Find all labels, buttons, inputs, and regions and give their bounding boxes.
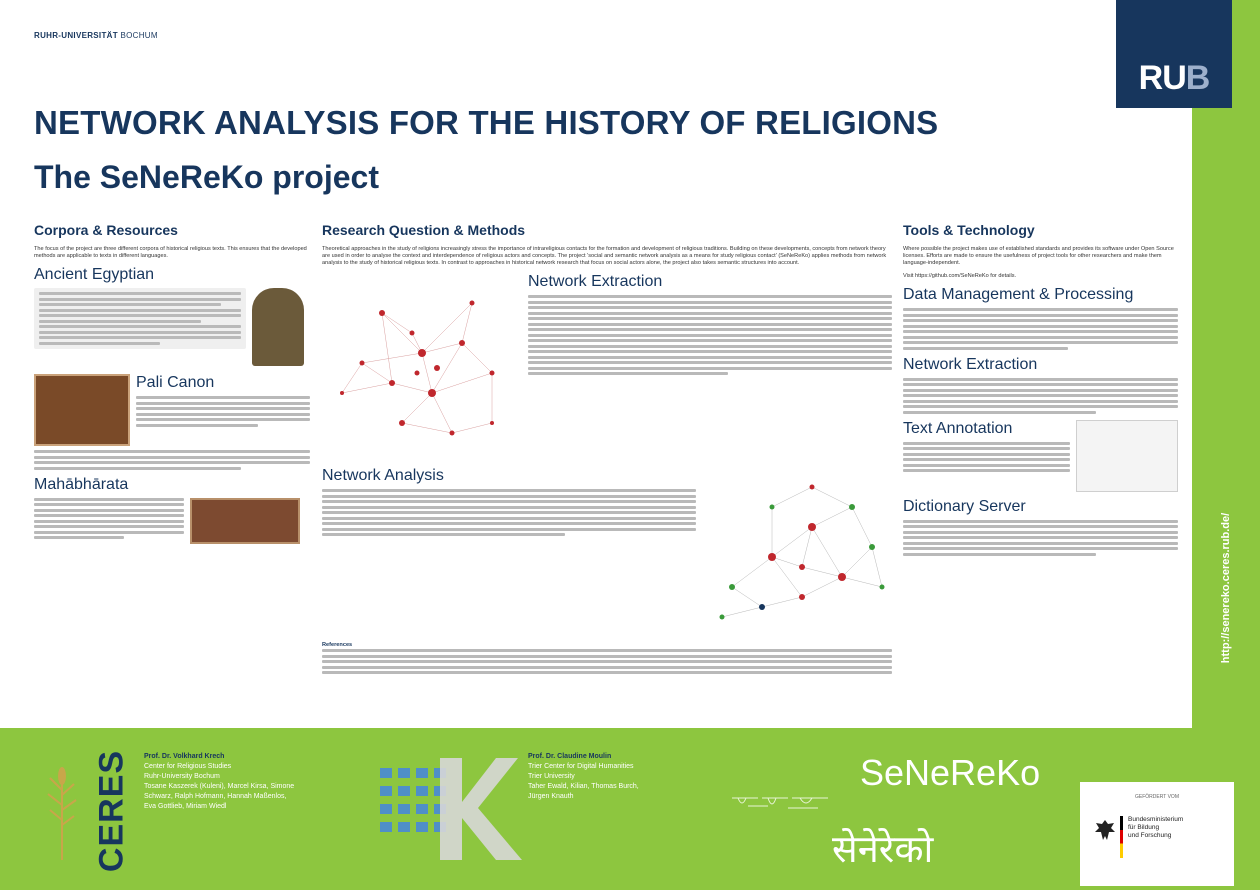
rub-logo-text: RU <box>1138 59 1186 97</box>
rub-logo-text-b: B <box>1185 59 1210 97</box>
dictionary-text <box>903 520 1178 556</box>
subsection-heading-egyptian: Ancient Egyptian <box>34 266 155 283</box>
sponsor-label: GEFÖRDERT VOM <box>1135 794 1179 800</box>
side-url-text[interactable]: http://senereko.ceres.rub.de/ <box>1220 512 1232 664</box>
tools-extraction-text <box>903 378 1178 414</box>
university-city: BOCHUM <box>120 31 158 40</box>
ministry-name: Bundesministerium für Bildung und Forschung <box>1128 816 1184 839</box>
flag-bar <box>1120 816 1123 858</box>
eagle-icon <box>1094 818 1116 842</box>
contact2-line: Trier University <box>528 773 575 780</box>
contact1-line: Center for Religious Studies <box>144 763 232 770</box>
contact2-line: Jürgen Knauth <box>528 793 574 800</box>
senereko-logo: SeNeReKo <box>860 752 1041 793</box>
wheat-icon <box>40 760 84 864</box>
contact-trier <box>528 752 639 802</box>
subsection-heading-mahabharata: Mahābhārata <box>34 475 129 493</box>
mahabharata-text <box>34 498 184 540</box>
contact1-line: Ruhr-University Bochum <box>144 773 220 780</box>
tools-visit: Visit https://github.com/SeNeReKo for details. <box>903 273 1017 279</box>
rub-logo <box>1116 0 1232 108</box>
column-research <box>322 222 892 674</box>
extraction-block <box>322 273 892 463</box>
references-list <box>322 649 892 674</box>
contact1-line: Eva Gottlieb, Miriam Wiedl <box>144 803 227 810</box>
section-heading-research: Research Question & Methods <box>322 222 526 238</box>
side-url[interactable] <box>1206 468 1246 708</box>
extraction-network-graph <box>322 273 522 463</box>
section-heading-tools: Tools & Technology <box>903 222 1035 238</box>
annotation-screenshot <box>1076 420 1178 492</box>
subsection-heading-analysis: Network Analysis <box>322 467 444 484</box>
contact2-line: Taher Ewald, Kilian, Thomas Burch, <box>528 783 639 790</box>
mahabharata-block <box>34 498 310 544</box>
research-intro: Theoretical approaches in the study of religions increasingly stress the importance of intrareligious contacts for the formation and development of religious traditions. Building on these developments, concepts from network theory are used in order to analyse the context and interdependence of religious actors and concepts. The project 'social and semantic network analysis as a means for study religious contact' (SeNeReKo) applies methods from network analysis to the study of historical religious texts. In contrast to approaches in historical network research that focus on social actors alone, the project also takes semantic structures into account. <box>322 246 887 266</box>
script-sample-icon <box>728 786 838 816</box>
university-label: RUHR-UNIVERSITÄT <box>34 31 118 40</box>
annotation-block <box>903 414 1178 492</box>
egyptian-text <box>34 288 246 349</box>
section-heading-corpora: Corpora & Resources <box>34 222 178 238</box>
contact1-name: Prof. Dr. Volkhard Krech <box>144 753 225 760</box>
contact-ceres <box>144 752 294 812</box>
column-tools <box>903 222 1178 556</box>
subsection-heading-dictionary: Dictionary Server <box>903 497 1026 515</box>
palm-leaf-image <box>34 374 130 446</box>
trier-k-logo <box>378 754 523 862</box>
subsection-heading-pali: Pali Canon <box>136 374 215 391</box>
stela-image <box>252 288 304 366</box>
pali-text-cont <box>34 450 310 470</box>
subsection-heading-extraction: Network Extraction <box>528 273 663 290</box>
data-text <box>903 308 1178 350</box>
column-corpora <box>34 222 310 544</box>
subsection-heading-tools-extraction: Network Extraction <box>903 355 1038 373</box>
corpora-intro: The focus of the project are three different corpora of historical religious texts. This ensures that the developed methods are applicable to texts in different languages. <box>34 246 307 259</box>
analysis-block <box>322 467 892 637</box>
egyptian-block <box>34 288 310 366</box>
poster-title: NETWORK ANALYSIS FOR THE HISTORY OF RELIGIONS <box>34 104 939 141</box>
ceres-logo <box>90 749 134 873</box>
pali-text <box>136 396 310 427</box>
contact2-line: Trier Center for Digital Humanities <box>528 763 634 770</box>
contact1-line: Schwarz, Ralph Hofmann, Hannah Maßenlos, <box>144 793 287 800</box>
references <box>322 642 892 674</box>
analysis-network-graph <box>702 467 892 637</box>
tools-intro: Where possible the project makes use of established standards and provides its software under Open Source licenses. Efforts are made to ensure the usefulness of project tools for other researchers and make them language-independent. <box>903 246 1174 266</box>
analysis-text <box>322 489 696 536</box>
annotation-text <box>903 442 1070 473</box>
manuscript-image <box>190 498 300 544</box>
references-heading: References <box>322 642 353 648</box>
pali-block <box>34 374 310 446</box>
bmbf-logo <box>1080 782 1234 886</box>
contact1-line: Tosane Kaszerek (Kuleni), Marcel Kirsa, Simone <box>144 783 295 790</box>
university-name <box>34 31 158 40</box>
senereko-devanagari: सेनेरेको <box>832 829 934 871</box>
extraction-text <box>528 295 892 375</box>
subsection-heading-data: Data Management & Processing <box>903 286 1134 303</box>
ceres-logo-text: CERES <box>92 749 131 873</box>
contact2-name: Prof. Dr. Claudine Moulin <box>528 753 612 760</box>
subsection-heading-annotation: Text Annotation <box>903 419 1013 437</box>
poster-subtitle: The SeNeReKo project <box>34 159 379 195</box>
